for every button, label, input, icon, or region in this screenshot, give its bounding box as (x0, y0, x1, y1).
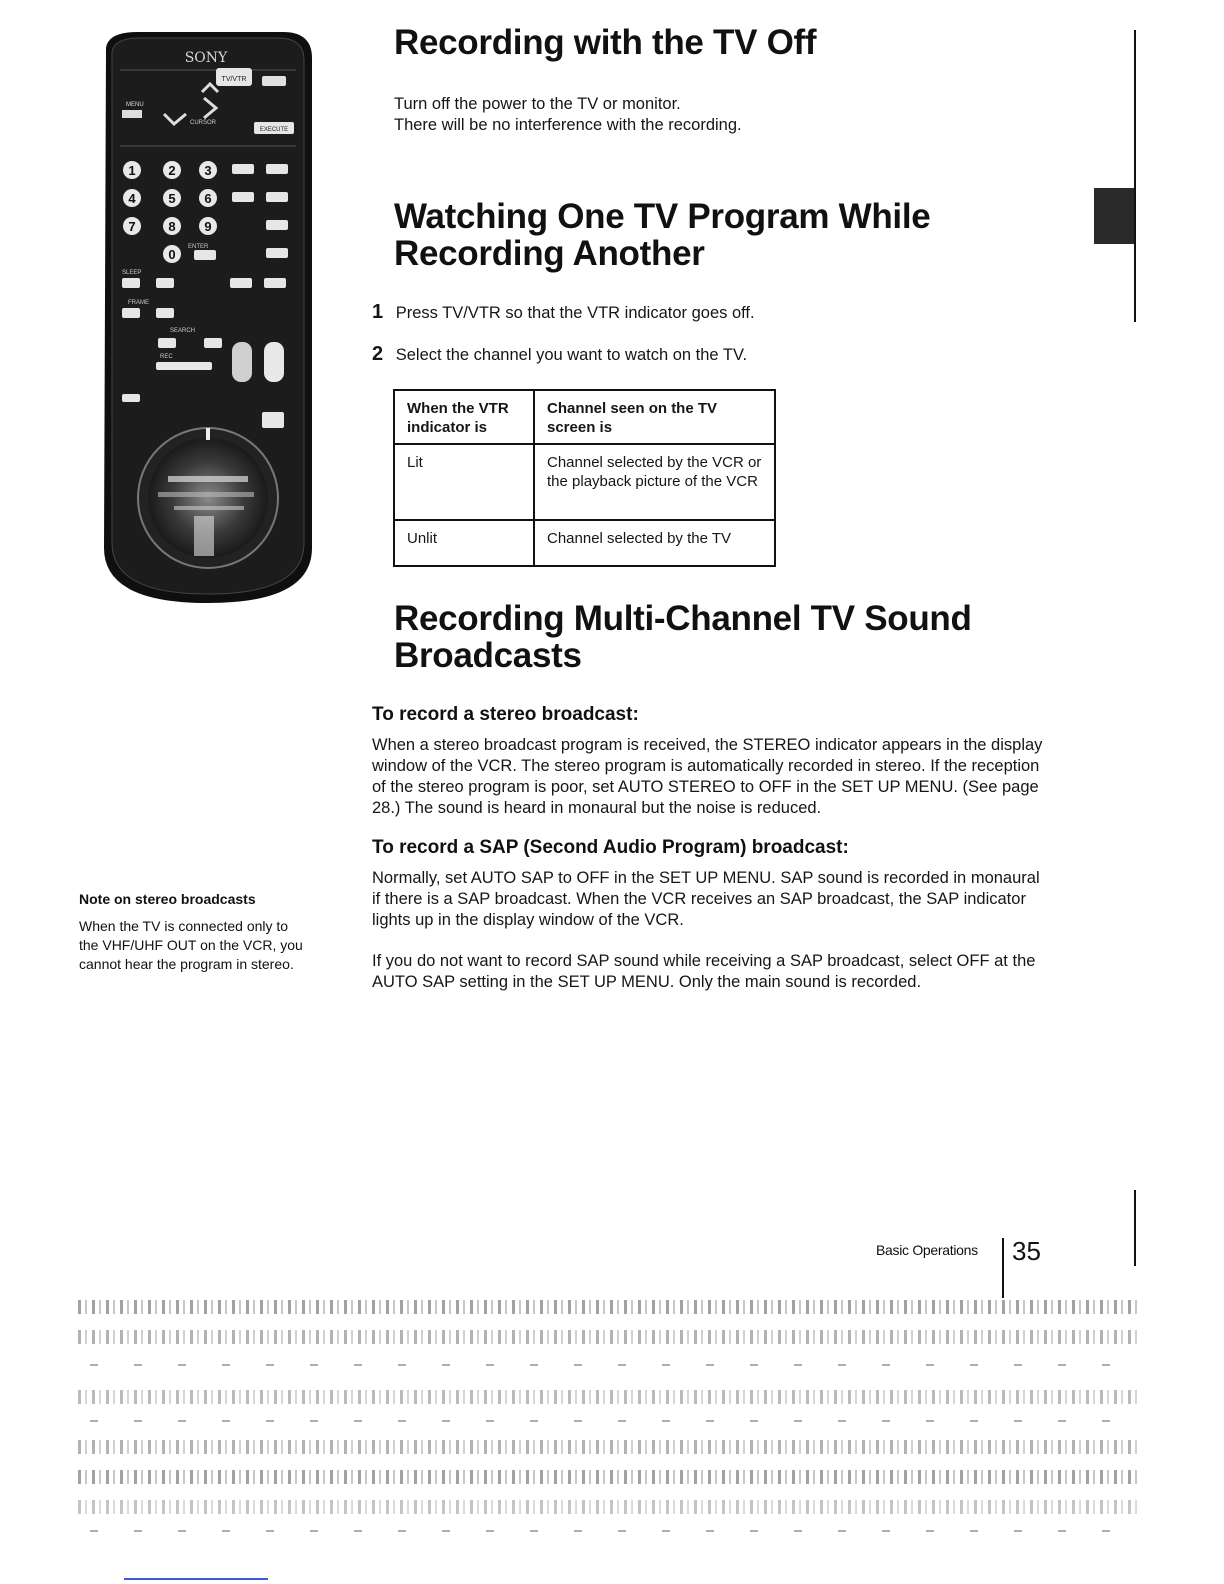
mts-title-line-2: Broadcasts (394, 636, 582, 675)
table-cell: Channel selected by the VCR or the playback picture of the VCR (534, 444, 775, 520)
svg-text:ENTER: ENTER (188, 244, 209, 250)
table-row (394, 520, 775, 566)
scan-noise-line (78, 1300, 1138, 1314)
svg-text:9: 9 (204, 219, 212, 234)
page-number: 35 (1012, 1236, 1041, 1266)
tv-off-text (394, 94, 1034, 136)
svg-text:7: 7 (128, 219, 136, 234)
tv-off-line-2: There will be no interference with the recording. (394, 116, 742, 134)
svg-text:5: 5 (168, 191, 176, 206)
svg-text:8: 8 (168, 219, 176, 234)
svg-text:6: 6 (204, 191, 212, 206)
footer-section-label: Basic Operations (876, 1242, 978, 1258)
svg-text:SEARCH: SEARCH (170, 328, 196, 334)
step-1-text: Press TV/VTR so that the VTR indicator goes off. (395, 304, 755, 322)
svg-text:1: 1 (128, 163, 136, 178)
section-title-mts (394, 600, 972, 674)
scan-noise-line (78, 1500, 1138, 1514)
svg-text:REC: REC (160, 354, 173, 360)
scan-dash-line (90, 1364, 1130, 1366)
scan-noise-line (78, 1330, 1138, 1344)
vtr-indicator-table (393, 389, 776, 567)
svg-text:EXECUTE: EXECUTE (259, 127, 289, 133)
chapter-tab-marker (1094, 188, 1134, 244)
svg-text:4: 4 (128, 191, 136, 206)
scan-noise-line (78, 1390, 1138, 1404)
svg-text:CURSOR: CURSOR (190, 120, 217, 126)
remote-control-drawing (98, 28, 318, 608)
table-header-cell: When the VTR indicator is (394, 390, 534, 444)
watching-title-line-1: Watching One TV Program While (394, 197, 931, 236)
step-2-text: Select the channel you want to watch on the TV. (395, 346, 748, 364)
watching-title-line-2: Recording Another (394, 234, 705, 273)
svg-text:FRAME: FRAME (128, 300, 149, 306)
step-2-number: 2 (372, 343, 384, 365)
table-cell: Lit (394, 444, 534, 520)
scan-noise-line (78, 1440, 1138, 1454)
sap-heading: To record a SAP (Second Audio Program) broadcast: (372, 837, 849, 858)
svg-text:TV/VTR: TV/VTR (221, 76, 247, 83)
section-title-watching (394, 198, 930, 272)
section-title-tv-off: Recording with the TV Off (394, 23, 817, 62)
right-margin-rule (1134, 30, 1136, 322)
sap-text-2: If you do not want to record SAP sound while receiving a SAP broadcast, select OFF at the AUTO SAP setting in the SET UP MENU. Only the main sound is recorded. (372, 952, 1036, 991)
remote-control-illustration (98, 28, 318, 608)
svg-text:2: 2 (168, 163, 176, 178)
svg-text:0: 0 (168, 247, 176, 262)
svg-text:SLEEP: SLEEP (122, 270, 142, 276)
step-1-number: 1 (372, 301, 384, 323)
step-1 (372, 302, 1032, 324)
remote-brand: SONY (184, 50, 228, 66)
scan-dash-line (90, 1530, 1130, 1532)
bottom-blue-line (124, 1578, 268, 1580)
note-text: When the TV is connected only to the VHF/UHF OUT on the VCR, you cannot hear the program in stereo. (79, 918, 303, 972)
table-cell: Unlit (394, 520, 534, 566)
svg-text:MENU: MENU (126, 102, 144, 108)
stereo-heading: To record a stereo broadcast: (372, 704, 639, 725)
table-cell: Channel selected by the TV (534, 520, 775, 566)
step-2 (372, 344, 1032, 366)
footer-divider (1002, 1238, 1004, 1298)
scan-noise-line (78, 1470, 1138, 1484)
tv-off-line-1: Turn off the power to the TV or monitor. (394, 95, 681, 113)
mts-title-line-1: Recording Multi-Channel TV Sound (394, 599, 972, 638)
sap-text-1: Normally, set AUTO SAP to OFF in the SET UP MENU. SAP sound is recorded in monaural if there is a SAP broadcast. When the VCR receives an SAP broadcast, the SAP indicator lights up in the display window of the VCR. (372, 869, 1040, 929)
scan-dash-line (90, 1420, 1130, 1422)
note-title: Note on stereo broadcasts (79, 891, 256, 907)
svg-text:3: 3 (204, 163, 212, 178)
table-row (394, 444, 775, 520)
table-header-cell: Channel seen on the TV screen is (534, 390, 775, 444)
table-header-row (394, 390, 775, 444)
stereo-text: When a stereo broadcast program is received, the STEREO indicator appears in the display window of the VCR. The stereo program is automatically recorded in stereo. If the reception of the stereo program is poor, set AUTO STEREO to OFF in the SET UP MENU. (See page 28.) The sound is heard in monaural but the noise is reduced. (372, 736, 1043, 817)
footer-right-rule (1134, 1190, 1136, 1266)
